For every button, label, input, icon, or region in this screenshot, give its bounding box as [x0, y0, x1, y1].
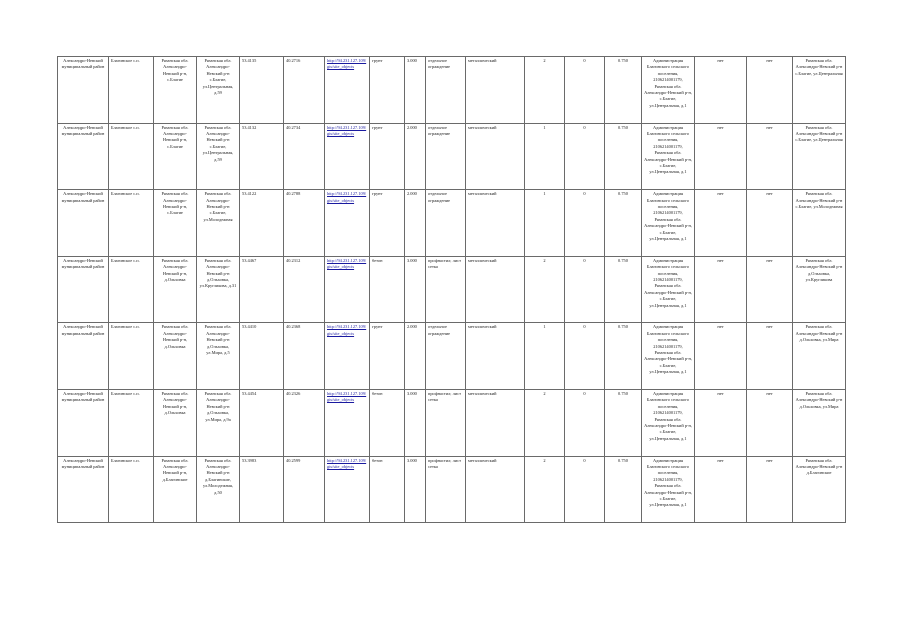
cell-count-plan: 1 — [525, 123, 565, 190]
cell-fence: отдельное ограждение — [426, 123, 466, 190]
cell-settlement: Благинское с.п. — [109, 456, 154, 523]
cell-area: 2.000 — [405, 123, 426, 190]
table-body — [58, 57, 846, 523]
cell-container-type: металлический — [466, 190, 525, 257]
cell-volume: 0.750 — [605, 323, 642, 390]
cell-surface: грунт — [370, 57, 405, 124]
cell-col16: нет — [695, 456, 747, 523]
cell-area: 2.000 — [405, 190, 426, 257]
cell-count-plan: 2 — [525, 57, 565, 124]
table-row — [58, 123, 846, 190]
cell-longitude: 40.2599 — [284, 456, 325, 523]
cell-locality: Рязанская обл. Александро-Невский р-н, с.Благие — [154, 57, 197, 124]
table-row — [58, 57, 846, 124]
cell-latitude: 53.4454 — [240, 389, 284, 456]
cell-address: Рязанская обл. Александро-Невский р-н д.Ольховка, ул.Мира, д.5 — [197, 323, 240, 390]
registry-table — [57, 56, 846, 523]
cell-locality: Рязанская обл. Александро-Невский р-н, д.Ольховка — [154, 323, 197, 390]
cell-count-fact: 0 — [565, 323, 605, 390]
cell-address: Рязанская обл. Александро-Невский р-н д.Благинские, ул.Молодежная, д.50 — [197, 456, 240, 523]
object-link[interactable]: http://94.231.127.109/gis/site_objects — [327, 58, 367, 70]
cell-longitude: 40.2326 — [284, 389, 325, 456]
cell-count-plan: 2 — [525, 456, 565, 523]
cell-col17: нет — [747, 456, 793, 523]
cell-address: Рязанская обл. Александро-Невский р-н д.Ольховка, ул.Кругликова, д.31 — [197, 256, 240, 323]
cell-container-type: металлический — [466, 123, 525, 190]
cell-district: Александро-Невский муниципальный район — [58, 456, 109, 523]
cell-count-plan: 2 — [525, 389, 565, 456]
cell-owner: Администрация Благинского сельского поселения, 2106214001179, Рязанская обл. Александро-Невский р-н, с.Благие, ул.Центральная, д.1 — [642, 323, 695, 390]
cell-sources: Рязанская обл. Александро-Невский р-н д.Ольховка, ул.Мира — [793, 323, 846, 390]
cell-fence: отдельное ограждение — [426, 57, 466, 124]
cell-area: 3.000 — [405, 256, 426, 323]
cell-count-plan: 1 — [525, 190, 565, 257]
cell-col17: нет — [747, 323, 793, 390]
cell-sources: Рязанская обл. Александро-Невский р-н д.Благинские — [793, 456, 846, 523]
cell-settlement: Благинское с.п. — [109, 256, 154, 323]
cell-sources: Рязанская обл. Александро-Невский р-н с.Благие, ул.Центральная — [793, 57, 846, 124]
cell-address: Рязанская обл. Александро-Невский р-н д.Ольховка, ул.Мира, д.9а — [197, 389, 240, 456]
cell-count-fact: 0 — [565, 456, 605, 523]
cell-fence: профнастил; лист сетка — [426, 456, 466, 523]
cell-settlement: Благинское с.п. — [109, 323, 154, 390]
cell-link — [325, 456, 370, 523]
cell-count-fact: 0 — [565, 57, 605, 124]
cell-sources: Рязанская обл. Александро-Невский р-н с.Благие, ул.Молодежная — [793, 190, 846, 257]
cell-longitude: 40.2734 — [284, 123, 325, 190]
cell-container-type: металлический — [466, 57, 525, 124]
object-link[interactable]: http://94.231.127.109/gis/site_objects — [327, 191, 367, 203]
cell-count-fact: 0 — [565, 190, 605, 257]
cell-volume: 0.750 — [605, 57, 642, 124]
object-link[interactable]: http://94.231.127.109/gis/site_objects — [327, 324, 367, 336]
cell-col17: нет — [747, 389, 793, 456]
table-row — [58, 256, 846, 323]
cell-link — [325, 190, 370, 257]
cell-address: Рязанская обл. Александро-Невский р-н с.Благие, ул.Центральная, д.59 — [197, 123, 240, 190]
cell-surface: бетон — [370, 256, 405, 323]
cell-col16: нет — [695, 57, 747, 124]
cell-container-type: металлический — [466, 323, 525, 390]
cell-count-fact: 0 — [565, 389, 605, 456]
cell-link — [325, 57, 370, 124]
cell-settlement: Благинское с.п. — [109, 389, 154, 456]
cell-container-type: металлический — [466, 256, 525, 323]
cell-district: Александро-Невский муниципальный район — [58, 57, 109, 124]
cell-locality: Рязанская обл. Александро-Невский р-н, д.Ольховка — [154, 389, 197, 456]
cell-volume: 0.750 — [605, 123, 642, 190]
cell-link — [325, 123, 370, 190]
cell-owner: Администрация Благинского сельского поселения, 2106214001179, Рязанская обл. Александро-Невский р-н, с.Благие, ул.Центральная, д.1 — [642, 256, 695, 323]
cell-col17: нет — [747, 57, 793, 124]
cell-locality: Рязанская обл. Александро-Невский р-н, д.Ольховка — [154, 256, 197, 323]
cell-latitude: 53.4132 — [240, 123, 284, 190]
cell-fence: профнастил; лист сетка — [426, 389, 466, 456]
cell-surface: грунт — [370, 323, 405, 390]
cell-locality: Рязанская обл. Александро-Невский р-н, с.Благие — [154, 123, 197, 190]
cell-col16: нет — [695, 256, 747, 323]
cell-volume: 0.750 — [605, 190, 642, 257]
object-link[interactable]: http://94.231.127.109/gis/site_objects — [327, 257, 367, 270]
cell-latitude: 53.4467 — [240, 256, 284, 323]
cell-sources: Рязанская обл. Александро-Невский р-н д.Ольховка, ул.Кругликова — [793, 256, 846, 323]
cell-longitude: 40.2368 — [284, 323, 325, 390]
cell-sources: Рязанская обл. Александро-Невский р-н с.Благие, ул.Центральная — [793, 123, 846, 190]
cell-district: Александро-Невский муниципальный район — [58, 256, 109, 323]
cell-fence: профнастил; лист сетка — [426, 256, 466, 323]
cell-area: 2.000 — [405, 323, 426, 390]
cell-locality: Рязанская обл. Александро-Невский р-н, с.Благие — [154, 190, 197, 257]
cell-count-fact: 0 — [565, 256, 605, 323]
object-link[interactable]: http://94.231.127.109/gis/site_objects — [327, 124, 367, 136]
cell-district: Александро-Невский муниципальный район — [58, 389, 109, 456]
cell-district: Александро-Невский муниципальный район — [58, 323, 109, 390]
cell-owner: Администрация Благинского сельского поселения, 2106214001179, Рязанская обл. Александро-Невский р-н, с.Благие, ул.Центральная, д.1 — [642, 389, 695, 456]
cell-count-fact: 0 — [565, 123, 605, 190]
cell-col17: нет — [747, 256, 793, 323]
cell-col16: нет — [695, 123, 747, 190]
table-row — [58, 389, 846, 456]
cell-owner: Администрация Благинского сельского поселения, 2106214001179, Рязанская обл. Александро-Невский р-н, с.Благие, ул.Центральная, д.1 — [642, 456, 695, 523]
cell-address: Рязанская обл. Александро-Невский р-н с.Благие, ул.Центральная, д.59 — [197, 57, 240, 124]
cell-settlement: Благинское с.п. — [109, 123, 154, 190]
cell-count-plan: 1 — [525, 323, 565, 390]
cell-volume: 0.750 — [605, 389, 642, 456]
cell-longitude: 40.2716 — [284, 57, 325, 124]
cell-district: Александро-Невский муниципальный район — [58, 190, 109, 257]
cell-latitude: 53.4135 — [240, 57, 284, 124]
cell-sources: Рязанская обл. Александро-Невский р-н д.Ольховка, ул.Мира — [793, 389, 846, 456]
table-row — [58, 456, 846, 523]
cell-owner: Администрация Благинского сельского поселения, 2106214001179, Рязанская обл. Александро-Невский р-н, с.Благие, ул.Центральная, д.1 — [642, 57, 695, 124]
cell-container-type: металлический — [466, 456, 525, 523]
object-link[interactable]: http://94.231.127.109/gis/site_objects — [327, 457, 367, 469]
cell-address: Рязанская обл. Александро-Невский р-н с.Благие, ул.Молодежная — [197, 190, 240, 257]
cell-fence: отдельное ограждение — [426, 190, 466, 257]
cell-settlement: Благинское с.п. — [109, 57, 154, 124]
cell-col16: нет — [695, 389, 747, 456]
cell-fence: отдельное ограждение — [426, 323, 466, 390]
cell-container-type: металлический — [466, 389, 525, 456]
cell-count-plan: 2 — [525, 256, 565, 323]
cell-col16: нет — [695, 323, 747, 390]
cell-longitude: 40.2788 — [284, 190, 325, 257]
cell-link — [325, 389, 370, 456]
cell-area: 3.000 — [405, 456, 426, 523]
cell-district: Александро-Невский муниципальный район — [58, 123, 109, 190]
table-row — [58, 323, 846, 390]
cell-surface: грунт — [370, 123, 405, 190]
cell-area: 3.000 — [405, 389, 426, 456]
cell-latitude: 53.4122 — [240, 190, 284, 257]
cell-link — [325, 323, 370, 390]
object-link[interactable]: http://94.231.127.109/gis/site_objects — [327, 390, 367, 403]
cell-locality: Рязанская обл. Александро-Невский р-н, д.Благинские — [154, 456, 197, 523]
cell-col16: нет — [695, 190, 747, 257]
cell-area: 3.000 — [405, 57, 426, 124]
cell-latitude: 53.3983 — [240, 456, 284, 523]
cell-volume: 0.750 — [605, 456, 642, 523]
cell-surface: бетон — [370, 389, 405, 456]
cell-latitude: 53.4410 — [240, 323, 284, 390]
cell-surface: грунт — [370, 190, 405, 257]
cell-owner: Администрация Благинского сельского поселения, 2106214001179, Рязанская обл. Александро-Невский р-н, с.Благие, ул.Центральная, д.1 — [642, 123, 695, 190]
table-row — [58, 190, 846, 257]
cell-owner: Администрация Благинского сельского поселения, 2106214001179, Рязанская обл. Александро-Невский р-н, с.Благие, ул.Центральная, д.1 — [642, 190, 695, 257]
cell-link — [325, 256, 370, 323]
cell-surface: бетон — [370, 456, 405, 523]
cell-volume: 0.750 — [605, 256, 642, 323]
cell-settlement: Благинское с.п. — [109, 190, 154, 257]
cell-longitude: 40.2312 — [284, 256, 325, 323]
cell-col17: нет — [747, 190, 793, 257]
cell-col17: нет — [747, 123, 793, 190]
